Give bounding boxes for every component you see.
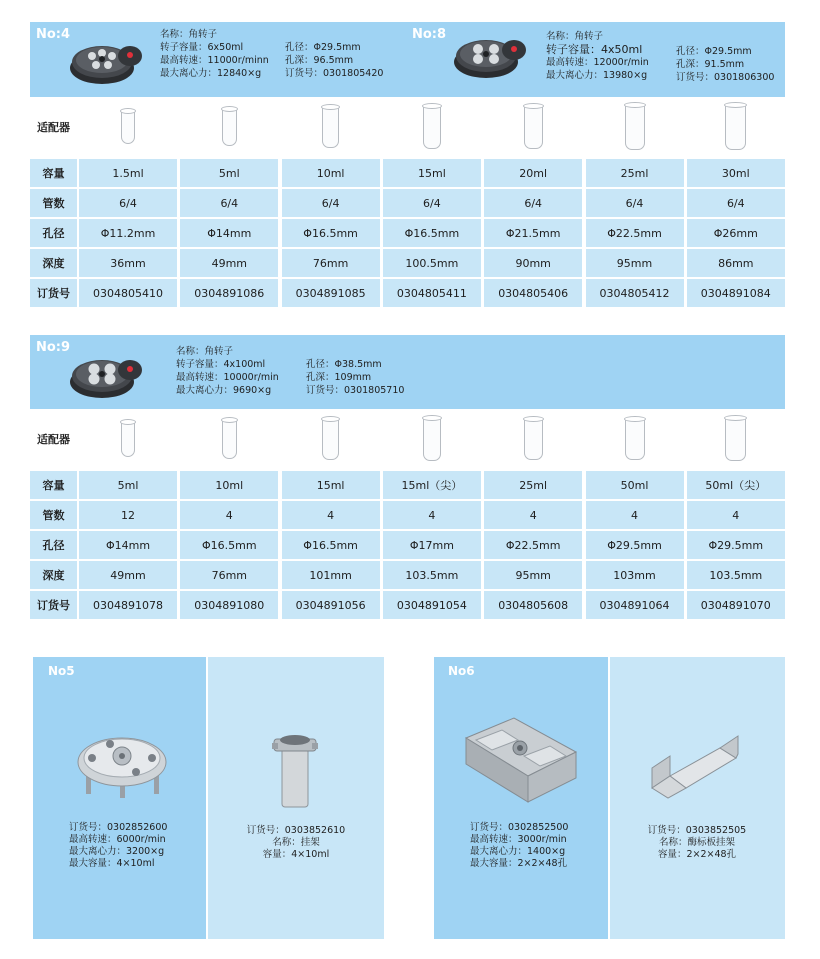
table-cell-capacity: 15ml（尖） <box>383 471 481 499</box>
table-cell-tubes: 4 <box>180 501 278 529</box>
angle-rotor-no4-image <box>66 36 144 86</box>
row-header: 深度 <box>30 561 77 589</box>
row-header: 管数 <box>30 501 77 529</box>
info-capacity: 转子容量：4x100ml <box>176 359 266 370</box>
table-cell-order: 0304891070 <box>687 591 785 619</box>
table-cell-tubes: 4 <box>687 501 785 529</box>
table-cell-depth: 103.5mm <box>383 561 481 589</box>
rotor-no8-info-left <box>546 30 649 82</box>
row-header: 孔径 <box>30 219 77 247</box>
table-cell-bore: Φ17mm <box>383 531 481 559</box>
info-depth: 孔深：109mm <box>306 372 372 383</box>
table-cell-depth: 100.5mm <box>383 249 481 277</box>
spec-order: 订货号：0302852600 <box>69 822 168 833</box>
info-bore: 孔径：Φ29.5mm <box>676 46 752 57</box>
table-cell-capacity: 50ml（尖） <box>687 471 785 499</box>
table-cell-tubes: 6/4 <box>79 189 177 217</box>
table-cell-order: 0304805412 <box>586 279 684 307</box>
tube-icon <box>322 418 338 460</box>
adapter-tube-image <box>687 97 785 157</box>
tube-icon <box>423 105 441 149</box>
table-cell-order: 0304805406 <box>484 279 582 307</box>
info-bore: 孔径：Φ38.5mm <box>306 359 382 370</box>
spec-order: 订货号：0303852505 <box>647 825 747 836</box>
spec-speed: 最高转速：6000r/min <box>69 834 166 845</box>
tube-icon <box>222 419 237 459</box>
hanger-bucket-no5-image <box>272 733 320 811</box>
table-cell-capacity: 30ml <box>687 159 785 187</box>
table-cell-depth: 36mm <box>79 249 177 277</box>
table-cell-order: 0304805410 <box>79 279 177 307</box>
angle-rotor-no9-image <box>66 350 144 400</box>
row-header: 适配器 <box>30 409 77 469</box>
info-name: 名称：角转子 <box>176 346 234 357</box>
table-cell-bore: Φ16.5mm <box>180 531 278 559</box>
adapter-image-row <box>30 409 785 469</box>
spec-capacity: 最大容量：4×10ml <box>69 858 155 869</box>
info-capacity: 转子容量：6x50ml <box>160 42 244 53</box>
spec-capacity: 容量：4×10ml <box>262 849 330 860</box>
table-cell-bore: Φ21.5mm <box>484 219 582 247</box>
tube-icon <box>625 104 645 150</box>
table-cell-tubes: 4 <box>383 501 481 529</box>
table-cell-depth: 95mm <box>484 561 582 589</box>
info-force: 最大离心力：12840×g <box>160 68 262 79</box>
table-cell-capacity: 25ml <box>484 471 582 499</box>
adapter-tube-image <box>282 409 380 469</box>
info-speed: 最高转速：11000r/minn <box>160 55 269 66</box>
table-cell-order: 0304891085 <box>282 279 380 307</box>
table-cell-order: 0304891064 <box>586 591 684 619</box>
no6-adapter-specs <box>637 825 757 861</box>
info-speed: 最高转速：10000r/min <box>176 372 279 383</box>
table-cell-order: 0304891054 <box>383 591 481 619</box>
angle-rotor-no8-image <box>450 30 528 80</box>
table-row <box>30 561 785 589</box>
table-cell-bore: Φ29.5mm <box>586 531 684 559</box>
tube-icon <box>121 421 135 457</box>
adapter-image-row <box>30 97 785 157</box>
table-cell-depth: 49mm <box>79 561 177 589</box>
table-cell-depth: 76mm <box>180 561 278 589</box>
adapter-tube-image <box>586 409 684 469</box>
adapter-tube-image <box>180 409 278 469</box>
table-cell-tubes: 6/4 <box>586 189 684 217</box>
table-cell-bore: Φ14mm <box>79 531 177 559</box>
info-depth: 孔深：96.5mm <box>285 55 354 66</box>
table-cell-bore: Φ11.2mm <box>79 219 177 247</box>
spec-name: 名称：酶标板挂架 <box>658 837 735 848</box>
table-cell-bore: Φ29.5mm <box>687 531 785 559</box>
table-cell-tubes: 6/4 <box>383 189 481 217</box>
table-cell-tubes: 6/4 <box>282 189 380 217</box>
row-header: 订货号 <box>30 279 77 307</box>
plate-rotor-no6-image <box>462 712 580 808</box>
info-force: 最大离心力：9690×g <box>176 385 272 396</box>
table-cell-capacity: 20ml <box>484 159 582 187</box>
table-row <box>30 249 785 277</box>
table-row <box>30 159 785 187</box>
table-cell-order: 0304891084 <box>687 279 785 307</box>
table-cell-capacity: 50ml <box>586 471 684 499</box>
rotor-no9-label: No:9 <box>36 340 71 355</box>
table-cell-capacity: 10ml <box>180 471 278 499</box>
row-header: 深度 <box>30 249 77 277</box>
table-cell-order: 0304891086 <box>180 279 278 307</box>
table-row <box>30 471 785 499</box>
no6-label: No6 <box>448 664 475 678</box>
table-cell-depth: 103mm <box>586 561 684 589</box>
table-cell-capacity: 15ml <box>282 471 380 499</box>
info-order: 订货号：0301805420 <box>285 68 384 79</box>
table-cell-bore: Φ16.5mm <box>282 219 380 247</box>
table-cell-order: 0304805411 <box>383 279 481 307</box>
table-cell-depth: 76mm <box>282 249 380 277</box>
table-cell-order: 0304891056 <box>282 591 380 619</box>
table-cell-bore: Φ16.5mm <box>383 219 481 247</box>
no5-rotor-specs <box>69 822 167 870</box>
no5-adapter-specs <box>238 825 354 861</box>
info-bore: 孔径：Φ29.5mm <box>285 42 361 53</box>
table-cell-tubes: 4 <box>484 501 582 529</box>
rotor-no9-info-left <box>176 345 279 397</box>
table-cell-tubes: 4 <box>586 501 684 529</box>
table-row <box>30 591 785 619</box>
table-cell-depth: 86mm <box>687 249 785 277</box>
table-cell-capacity: 15ml <box>383 159 481 187</box>
adapter-tube-image <box>79 409 177 469</box>
spec-order: 订货号：0302852500 <box>470 822 569 833</box>
tube-icon <box>322 106 338 148</box>
table-cell-order: 0304805608 <box>484 591 582 619</box>
table-cell-depth: 95mm <box>586 249 684 277</box>
tube-icon <box>725 104 746 150</box>
table-cell-capacity: 5ml <box>180 159 278 187</box>
table-cell-bore: Φ22.5mm <box>586 219 684 247</box>
rotor-no4-info <box>160 28 383 80</box>
table-cell-order: 0304891080 <box>180 591 278 619</box>
table-cell-capacity: 5ml <box>79 471 177 499</box>
adapter-tube-image <box>383 97 481 157</box>
table-row <box>30 501 785 529</box>
tube-icon <box>121 110 135 144</box>
tube-icon <box>524 418 543 460</box>
table-cell-tubes: 4 <box>282 501 380 529</box>
table-cell-depth: 103.5mm <box>687 561 785 589</box>
table-cell-tubes: 12 <box>79 501 177 529</box>
rotor-no8-label: No:8 <box>412 27 447 42</box>
swing-rotor-no5-image <box>72 722 172 802</box>
info-force: 最大离心力：13980×g <box>546 70 648 81</box>
adapter-tube-image <box>282 97 380 157</box>
info-blank <box>306 345 404 358</box>
spec-name: 名称：挂架 <box>272 837 320 848</box>
table-cell-tubes: 6/4 <box>180 189 278 217</box>
rotor-no8-info-right <box>676 45 774 84</box>
tube-icon <box>222 108 237 146</box>
table-row <box>30 279 785 307</box>
no5-label: No5 <box>48 664 75 678</box>
row-header: 管数 <box>30 189 77 217</box>
table-cell-capacity: 25ml <box>586 159 684 187</box>
table-row <box>30 219 785 247</box>
tube-icon <box>524 105 543 149</box>
adapter-tube-image <box>586 97 684 157</box>
info-name: 名称：角转子 <box>546 31 604 42</box>
adapter-tube-image <box>687 409 785 469</box>
tube-icon <box>725 417 746 461</box>
table-row <box>30 189 785 217</box>
no6-rotor-specs <box>470 822 568 870</box>
spec-force: 最大离心力：3200×g <box>69 846 165 857</box>
row-header: 容量 <box>30 471 77 499</box>
row-header: 适配器 <box>30 97 77 157</box>
tube-icon <box>625 418 645 460</box>
row-header: 孔径 <box>30 531 77 559</box>
table-cell-tubes: 6/4 <box>687 189 785 217</box>
info-capacity: 转子容量：4x50ml <box>546 43 643 56</box>
info-depth: 孔深：91.5mm <box>676 59 745 70</box>
rotor-no9-info-right <box>306 345 404 397</box>
info-name: 名称：角转子 <box>160 29 218 40</box>
adapter-tube-image <box>484 409 582 469</box>
table-row <box>30 531 785 559</box>
spec-capacity: 最大容量：2×2×48孔 <box>470 858 568 869</box>
table-cell-bore: Φ22.5mm <box>484 531 582 559</box>
spec-capacity: 容量：2×2×48孔 <box>657 849 737 860</box>
adapter-tube-image <box>484 97 582 157</box>
rotor-no4-label: No:4 <box>36 27 71 42</box>
table-cell-tubes: 6/4 <box>484 189 582 217</box>
table-cell-bore: Φ14mm <box>180 219 278 247</box>
table-cell-capacity: 10ml <box>282 159 380 187</box>
info-order: 订货号：0301805710 <box>306 385 405 396</box>
spec-order: 订货号：0303852610 <box>246 825 346 836</box>
table-cell-depth: 101mm <box>282 561 380 589</box>
adapter-tube-image <box>180 97 278 157</box>
table-cell-bore: Φ16.5mm <box>282 531 380 559</box>
info-speed: 最高转速：12000r/min <box>546 57 649 68</box>
table-cell-bore: Φ26mm <box>687 219 785 247</box>
table-cell-order: 0304891078 <box>79 591 177 619</box>
adapter-tube-image <box>383 409 481 469</box>
row-header: 容量 <box>30 159 77 187</box>
row-header: 订货号 <box>30 591 77 619</box>
tube-icon <box>423 417 441 461</box>
spec-speed: 最高转速：3000r/min <box>470 834 567 845</box>
table-cell-depth: 49mm <box>180 249 278 277</box>
table-cell-capacity: 1.5ml <box>79 159 177 187</box>
plate-hanger-no6-image <box>648 732 746 800</box>
info-order: 订货号：0301806300 <box>676 72 775 83</box>
spec-force: 最大离心力：1400×g <box>470 846 566 857</box>
table-cell-depth: 90mm <box>484 249 582 277</box>
adapter-tube-image <box>79 97 177 157</box>
